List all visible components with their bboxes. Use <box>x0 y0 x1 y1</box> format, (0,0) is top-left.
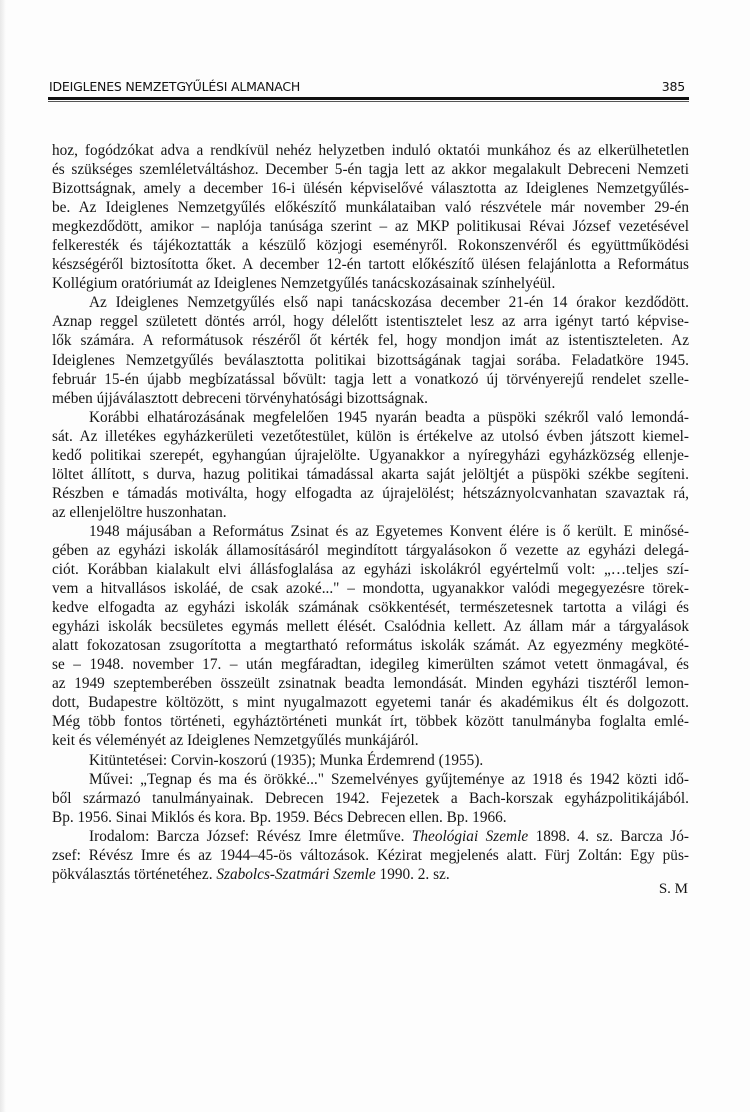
paragraph <box>52 293 689 407</box>
text-line: és szükséges szemléletváltáshoz. December 5-én tagja lett az akkor megalakult Debreceni Nemzeti <box>52 161 689 179</box>
paragraph <box>52 141 689 293</box>
journal-title: Theológiai Szemle <box>411 827 529 845</box>
text-line: egyházi iskolák becsületes egymás mellett élését. Csalódnia kellett. Az állam már a tárgyalások <box>52 618 689 636</box>
paragraph <box>52 770 689 827</box>
text-line: ciót. Korábban kialakult elvi állásfoglalása az egyházi iskolákról egyértelmű volt: „…teljes szí- <box>52 561 689 579</box>
text-segment: 1990. 2. sz. <box>375 865 450 883</box>
body-text <box>52 141 689 884</box>
text-line: kedve elfogadta az egyházi iskolák számának csökkentését, természetesnek tartotta a világi és <box>52 599 689 617</box>
text-line: se – 1948. november 17. – után megfáradtan, idegileg kimerülten számot vetett önmagával, és <box>52 656 689 674</box>
text-line: mében újjáválasztott debreceni törvényhatósági bizottságnak. <box>52 389 428 407</box>
scan-edge-shadow <box>0 0 6 1112</box>
text-line: sát. Az illetékes egyházkerületi vezetőtestület, külön is értékelve az utolsó évben játszott kiemel- <box>52 427 689 445</box>
text-line: kedő politikai szerepét, egyhangúan újrajelölte. Ugyanakkor a nyíregyházi egyházközség ellenje- <box>52 446 689 464</box>
text-line: ből származó tanulmányainak. Debrecen 1942. Fejezetek a Bach-korszak egyházpolitikájából. <box>52 789 689 807</box>
text-line: gében az egyházi iskolák államosításáról megindított tárgyalásokon ő vezette az egyházi delegá- <box>52 541 689 559</box>
page-number: 385 <box>661 79 685 94</box>
text-line: Ideiglenes Nemzetgyűlés beválasztotta politikai bizottságának tagjai sorába. Feladatköre 1945. <box>52 351 689 369</box>
text-line: Művei: „Tegnap és ma és örökké..." Szemelvényes gyűjteménye az 1918 és 1942 közti idő- <box>89 770 689 788</box>
journal-title: Szabolcs-Szatmári Szemle <box>216 865 376 883</box>
running-head <box>49 77 687 97</box>
running-title: IDEIGLENES NEMZETGYŰLÉSI ALMANACH <box>49 79 301 94</box>
paragraph <box>52 522 689 751</box>
text-line: Az Ideiglenes Nemzetgyűlés első napi tanácskozása december 21-én 14 órakor kezdődött. <box>89 294 689 312</box>
header-rule-thick <box>48 97 689 100</box>
paragraph <box>52 751 689 770</box>
text-line: az ellenjelöltre huszonhatan. <box>52 503 227 521</box>
text-line: Kitüntetései: Corvin-koszorú (1935); Munka Érdemrend (1955). <box>89 751 484 769</box>
text-line: lők számára. A reformátusok részéről őt kérték fel, hogy mondjon imát az istentiszteleten. Az <box>52 332 689 350</box>
text-line <box>52 827 689 846</box>
text-line: Bp. 1956. Sinai Miklós és kora. Bp. 1959. Bécs Debrecen ellen. Bp. 1966. <box>52 808 507 826</box>
text-line: be. Az Ideiglenes Nemzetgyűlés előkészítő munkálataiban való részvétele már november 29-én <box>52 199 689 217</box>
text-line: Részben e támadás motiválta, hogy elfogadta az újrajelölést; hétszáznyolcvanhatan szavaztak rá, <box>52 484 689 502</box>
text-line: Bizottságnak, amely a december 16-i ülésén képviselővé választotta az Ideiglenes Nemzetgyűlés- <box>52 180 689 198</box>
header-rule-thin <box>48 101 689 102</box>
text-segment: 1898. 4. sz. Barcza Jó- <box>528 827 689 845</box>
text-line: Korábbi elhatározásának megfelelően 1945 nyarán beadta a püspöki székről való lemondá- <box>89 408 689 426</box>
text-line: Aznap reggel született döntés arról, hogy délelőtt istentisztelet lesz az arra igényt tartó képvise- <box>52 313 689 331</box>
text-line: keit és véleményét az Ideiglenes Nemzetgyűlés munkájáról. <box>52 732 419 750</box>
text-line: február 15-én újabb megbízatással bővült: tagja lett a vonatkozó új törvényerejű rendelet szelle- <box>52 370 689 388</box>
text-line: zsef: Révész Imre és az 1944–45-ös változások. Kézirat megjelenés alatt. Fürj Zoltán: Egy püs- <box>52 846 689 864</box>
text-line: 1948 májusában a Református Zsinat és az Egyetemes Konvent élére is ő került. E minősé- <box>89 522 689 540</box>
paragraph <box>52 408 689 522</box>
text-line: dott, Budapestre költözött, s mint nyugalmazott egyetemi tanár és akadémikus élt és dolgozott. <box>52 694 689 712</box>
text-line: Kollégium oratóriumát az Ideiglenes Nemzetgyűlés tanácskozásainak színhelyéül. <box>52 275 556 293</box>
text-line: felkeresték és tájékoztatták a készülő közjogi eseményről. Rokonszenvéről és együttműködési <box>52 237 689 255</box>
text-line: löltet állított, s durva, hazug politikai támadással akarta saját jelöltjét a püspöki székbe segíteni. <box>52 465 689 483</box>
text-line <box>52 865 689 884</box>
text-line: vem a hitvallásos iskoláé, de csak azoké..." – mondotta, ugyanakkor valódi megegyezésre törek- <box>52 580 689 598</box>
author-signature: S. M <box>658 881 688 897</box>
text-line: Még több fontos történeti, egyháztörténeti munkát írt, többek között tanulmányba foglalta emlé- <box>52 713 689 731</box>
text-line: hoz, fogódzókat adva a rendkívül nehéz helyzetben induló oktatói munkához és az elkerülhetetlen <box>52 142 689 159</box>
text-line: az 1949 szeptemberében összeült zsinatnak beadta lemondását. Minden egyházi tisztéről lemon- <box>52 675 689 693</box>
text-line: alatt fokozatosan zsugorította a megtartható református iskolák számát. Az egyezmény megköté- <box>52 637 689 655</box>
text-line: megkezdődött, amikor – naplója tanúsága szerint – az MKP politikusai Révai József vezetésével <box>52 218 689 236</box>
text-segment: pökválasztás történetéhez. <box>52 865 217 883</box>
text-line: készségéről biztosította őket. A december 12-én tartott előkészítő ülésen felajánlotta a Református <box>52 256 689 274</box>
text-segment: Irodalom: Barcza József: Révész Imre életműve. <box>89 827 412 845</box>
literature-paragraph <box>52 827 689 884</box>
